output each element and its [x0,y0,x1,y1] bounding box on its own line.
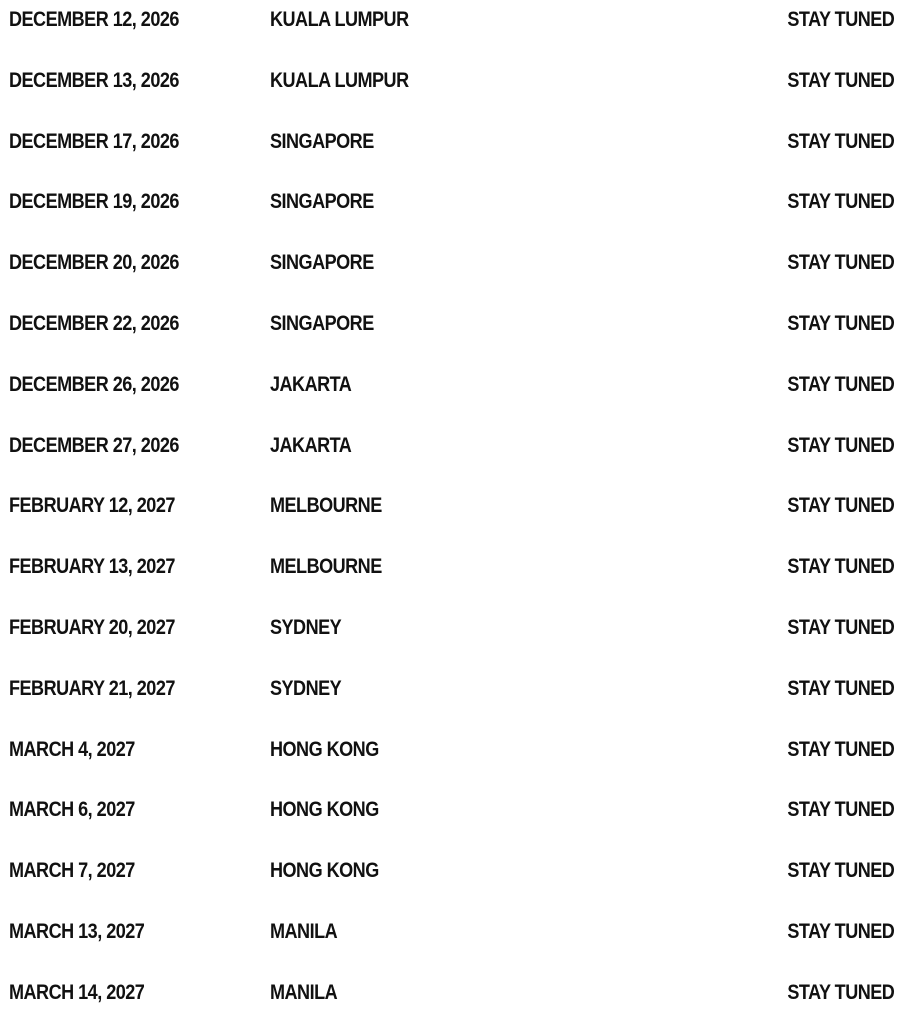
tour-status: STAY TUNED [787,676,894,700]
tour-date: MARCH 4, 2027 [9,737,135,761]
tour-city: SYDNEY [270,676,342,700]
tour-city: MELBOURNE [270,555,382,579]
tour-city: MANILA [270,980,338,1004]
tour-status: STAY TUNED [787,494,894,518]
tour-date-row [0,790,906,851]
tour-date: MARCH 7, 2027 [9,859,135,883]
tour-date-row [0,426,906,487]
tour-city: HONG KONG [270,798,379,822]
tour-city: HONG KONG [270,859,379,883]
tour-status: STAY TUNED [787,190,894,214]
tour-city: KUALA LUMPUR [270,8,409,31]
tour-date: FEBRUARY 12, 2027 [9,494,175,518]
tour-date: FEBRUARY 20, 2027 [9,615,175,639]
tour-date: FEBRUARY 13, 2027 [9,555,175,579]
tour-city: SINGAPORE [270,311,374,335]
tour-date: MARCH 14, 2027 [9,980,145,1004]
tour-status: STAY TUNED [787,859,894,883]
tour-status: STAY TUNED [787,129,894,153]
tour-city: JAKARTA [270,433,352,457]
tour-status: STAY TUNED [787,311,894,335]
tour-date-row [0,0,906,61]
tour-city: JAKARTA [270,372,352,396]
tour-status: STAY TUNED [787,980,894,1004]
tour-date: DECEMBER 22, 2026 [9,311,179,335]
tour-date: DECEMBER 13, 2026 [9,68,179,92]
tour-status: STAY TUNED [787,251,894,275]
tour-date: MARCH 6, 2027 [9,798,135,822]
tour-date-row [0,243,906,304]
tour-status: STAY TUNED [787,8,894,31]
tour-city: SINGAPORE [270,129,374,153]
tour-date-row [0,669,906,730]
tour-date-row [0,304,906,365]
tour-city: MANILA [270,919,338,943]
tour-city: SINGAPORE [270,190,374,214]
tour-date-row [0,486,906,547]
tour-date: MARCH 13, 2027 [9,919,145,943]
tour-date: DECEMBER 12, 2026 [9,8,179,31]
tour-date-row [0,912,906,973]
tour-date-row [0,973,906,1034]
tour-status: STAY TUNED [787,737,894,761]
tour-city: MELBOURNE [270,494,382,518]
tour-date-row [0,365,906,426]
tour-status: STAY TUNED [787,68,894,92]
tour-status: STAY TUNED [787,919,894,943]
tour-date-row [0,547,906,608]
tour-status: STAY TUNED [787,555,894,579]
tour-date: DECEMBER 27, 2026 [9,433,179,457]
tour-date-row [0,608,906,669]
tour-date-row [0,61,906,122]
tour-status: STAY TUNED [787,798,894,822]
tour-city: HONG KONG [270,737,379,761]
tour-date-row [0,730,906,791]
tour-date-row [0,851,906,912]
tour-city: KUALA LUMPUR [270,68,409,92]
tour-status: STAY TUNED [787,372,894,396]
tour-date: DECEMBER 20, 2026 [9,251,179,275]
tour-status: STAY TUNED [787,615,894,639]
tour-date: FEBRUARY 21, 2027 [9,676,175,700]
tour-date: DECEMBER 26, 2026 [9,372,179,396]
tour-date: DECEMBER 17, 2026 [9,129,179,153]
tour-date: DECEMBER 19, 2026 [9,190,179,214]
tour-date-row [0,122,906,183]
tour-status: STAY TUNED [787,433,894,457]
tour-city: SINGAPORE [270,251,374,275]
tour-date-row [0,182,906,243]
tour-city: SYDNEY [270,615,342,639]
